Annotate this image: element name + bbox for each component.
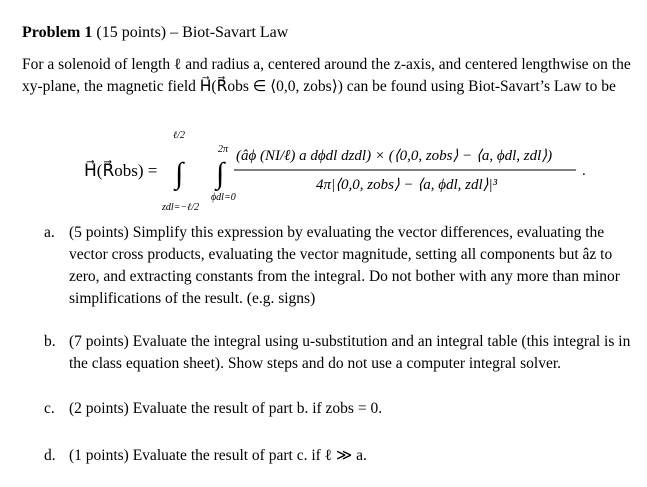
equation-denominator: 4π|⟨0,0, zobs⟩ − ⟨a, ϕdl, zdl⟩|³ — [316, 177, 498, 193]
part-b-text: (7 points) Evaluate the integral using u-substitution and an integral table (this integral is in the class equation sheet). Show steps and do not use a computer integral solver. — [69, 333, 631, 372]
equation-numerator: (âϕ (NI/ℓ) a dϕdl dzdl) × (⟨0,0, zobs⟩ − ⟨a, ϕdl, zdl⟩) — [236, 148, 553, 164]
equation-lhs: H⃗(R⃗obs) = — [84, 161, 158, 180]
equation-end: . — [582, 163, 586, 179]
biot-savart-equation — [70, 125, 630, 215]
part-c-text: (2 points) Evaluate the result of part b. if zobs = 0. — [69, 400, 383, 417]
part-a-letter: a. — [44, 224, 55, 241]
problem-topic: – Biot-Savart Law — [170, 24, 289, 41]
equation-graphic — [70, 125, 630, 215]
outer-integral-upper: ℓ/2 — [173, 130, 185, 141]
part-d-text: (1 points) Evaluate the result of part c. if ℓ ≫ a. — [69, 447, 367, 464]
part-b-letter: b. — [44, 333, 56, 350]
part-b — [44, 331, 640, 375]
part-c-letter: c. — [44, 400, 55, 417]
part-a-text: (5 points) Simplify this expression by evaluating the vector differences, evaluating the vector cross products, evaluating the vector magnitude, setting all components but âz to zero, and extracting constants from the integral. Do not bother with any more than minor simplifications of the result. (e.g. signs) — [69, 224, 620, 307]
outer-integral-sign: ∫ — [175, 157, 184, 190]
part-d-letter: d. — [44, 447, 56, 464]
inner-integral-upper: 2π — [218, 144, 229, 155]
inner-integral-sign: ∫ — [216, 157, 225, 190]
part-a — [44, 222, 640, 310]
intro-paragraph: For a solenoid of length ℓ and radius a, centered around the z-axis, and centered lengthwise on the xy-plane, the magnetic field H⃗(R⃗obs ∈ ⟨0,0, zobs⟩) can be found using Biot-Savart’s Law to be — [22, 56, 631, 95]
problem-heading: Problem 1 — [22, 24, 93, 41]
problem-title — [22, 24, 288, 42]
inner-integral-lower: ϕdl=0 — [211, 192, 236, 203]
outer-integral-lower: zdl=−ℓ/2 — [162, 202, 200, 213]
problem-points: (15 points) — [96, 24, 167, 41]
part-c — [44, 398, 640, 420]
part-d — [44, 445, 640, 467]
